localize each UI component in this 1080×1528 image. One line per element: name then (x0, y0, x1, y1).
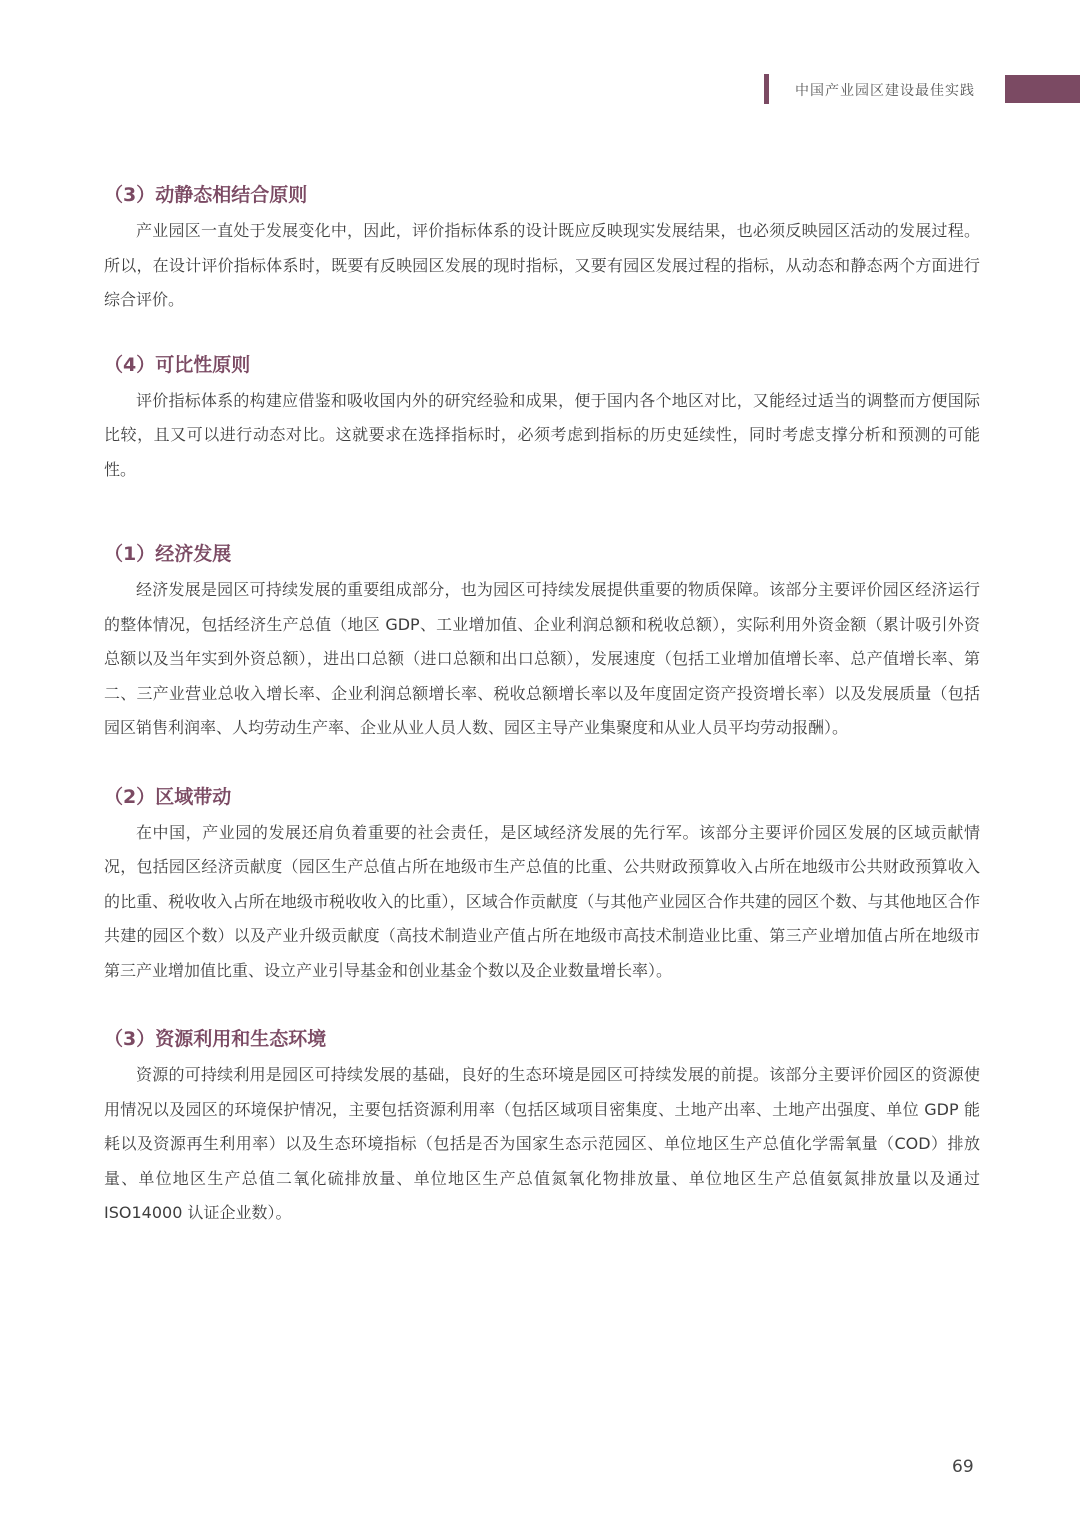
section-regional-driving (104, 782, 980, 989)
sub-heading: （3）资源利用和生态环境 (104, 1028, 327, 1050)
sub-heading: （2）区域带动 (104, 785, 232, 808)
header-accent-block (1005, 75, 1080, 103)
running-header-title: 中国产业园区建设最佳实践 (795, 83, 975, 99)
paragraph: 评价指标体系的构建应借鉴和吸收国内外的研究经验和成果，便于国内各个地区对比，又能经过适当的调整而方便国际比较，且又可以进行动态对比。这就要求在选择指标时，必须考虑到指标的历史延续性，同时考虑支撑分析和预测的可能性。 (104, 390, 980, 479)
paragraph: 经济发展是园区可持续发展的重要组成部分，也为园区可持续发展提供重要的物质保障。该部分主要评价园区经济运行的整体情况，包括经济生产总值（地区 GDP、工业增加值、企业利润总额和税收总额），实际利用外资金额（累计吸引外资总额以及当年实到外资总额），进出口总额（进口总额和出口总额），发展速度（包括工业增加值增长率、总产值增长率、第二、三产业营业总收入增长率、企业利润总额增长率、税收总额增长率以及年度固定资产投资增长率）以及发展质量（包括园区销售利润率、人均劳动生产率、企业从业人员人数、园区主导产业集聚度和从业人员平均劳动报酬）。 (104, 580, 980, 737)
page-content (104, 180, 980, 1231)
paragraph: 在中国，产业园的发展还肩负着重要的社会责任，是区域经济发展的先行军。该部分主要评价园区发展的区域贡献情况，包括园区经济贡献度（园区生产总值占所在地级市生产总值的比重、公共财政预算收入占所在地级市公共财政预算收入的比重、税收收入占所在地级市税收收入的比重），区域合作贡献度（与其他产业园区合作共建的园区个数、与其他地区合作共建的园区个数）以及产业升级贡献度（高技术制造业产值占所在地级市高技术制造业比重、第三产业增加值占所在地级市第三产业增加值比重、设立产业引导基金和创业基金个数以及企业数量增长率）。 (104, 822, 980, 980)
header-accent-bar (764, 74, 769, 104)
page-number: 69 (952, 1457, 974, 1477)
section-comparability-principle (104, 350, 980, 488)
paragraph: 产业园区一直处于发展变化中，因此，评价指标体系的设计既应反映现实发展结果，也必须反映园区活动的发展过程。所以，在设计评价指标体系时，既要有反映园区发展的现时指标，又要有园区发展过程的指标，从动态和静态两个方面进行综合评价。 (104, 221, 980, 309)
paragraph: 资源的可持续利用是园区可持续发展的基础，良好的生态环境是园区可持续发展的前提。该部分主要评价园区的资源使用情况以及园区的环境保护情况，主要包括资源利用率（包括区域项目密集度、土地产出率、土地产出强度、单位 GDP 能耗以及资源再生利用率）以及生态环境指标（包括是否为国家生态示范园区、单位地区生产总值化学需氧量（COD）排放量、单位地区生产总值二氧化硫排放量、单位地区生产总值氮氧化物排放量、单位地区生产总值氨氮排放量以及通过 ISO14000 认证企业数）。 (104, 1065, 980, 1222)
sub-heading: （4）可比性原则 (104, 353, 251, 376)
sub-heading: （3）动静态相结合原则 (104, 184, 308, 206)
section-economic-development (104, 539, 980, 746)
sub-heading: （1）经济发展 (104, 543, 232, 565)
section-dynamic-static-principle (104, 180, 980, 318)
section-resources-environment (104, 1024, 980, 1231)
